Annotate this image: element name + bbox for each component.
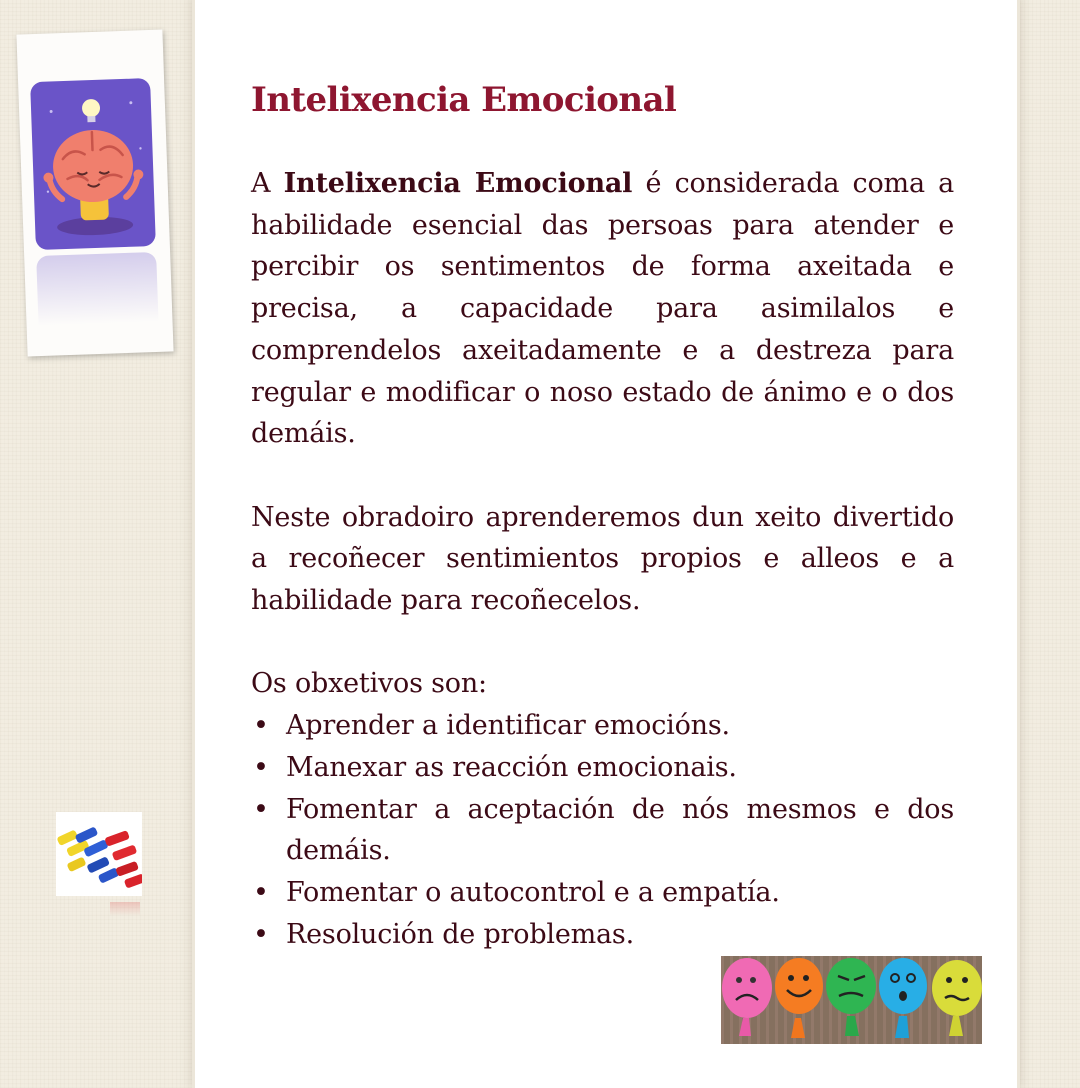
bullet-icon: • [253,918,269,950]
objective-text: Resolución de problemas. [286,918,634,950]
list-item [251,705,954,747]
objective-text: Fomentar o autocontrol e a empatía. [286,876,780,908]
list-item [251,789,954,872]
intro-prefix: A [251,168,284,199]
bullet-icon: • [253,876,269,908]
intro-paragraph [251,163,954,455]
workshop-paragraph: Neste obradoiro aprenderemos dun xeito divertido a recoñecer sentimientos propios e alleos e a habilidade para recoñecelos. [251,501,954,617]
balloons-image [721,956,982,1044]
list-item [251,747,954,789]
card-reflection [36,252,158,326]
bullet-icon: • [253,751,269,783]
objectives-list [251,705,954,955]
crayons-reflection [110,902,140,916]
list-item [251,914,954,956]
content-page [192,0,1020,1088]
intro-text: é considerada coma a habilidade esencial das persoas para atender e percibir os sentimentos de forma axeitada e precisa, a capacidade para asimilalos e comprendelos axeitadamente e a destreza para regular e modificar o noso estado de ánimo e o dos demáis. [251,168,955,450]
objective-text: Aprender a identificar emocións. [286,710,730,742]
objectives-heading: Os obxetivos son: [251,668,487,700]
content-body [251,78,954,955]
page-title: Intelixencia Emocional [251,80,677,120]
brain-card-frame [16,30,173,357]
meditating-brain-image [30,78,156,250]
objective-text: Fomentar a aceptación de nós mesmos e dos demáis. [286,793,954,867]
objective-text: Manexar as reacción emocionais. [286,751,737,783]
list-item [251,872,954,914]
intro-bold-term: Intelixencia Emocional [283,168,633,199]
bullet-icon: • [253,710,269,742]
bullet-icon: • [253,793,269,825]
crayons-image [56,812,142,896]
